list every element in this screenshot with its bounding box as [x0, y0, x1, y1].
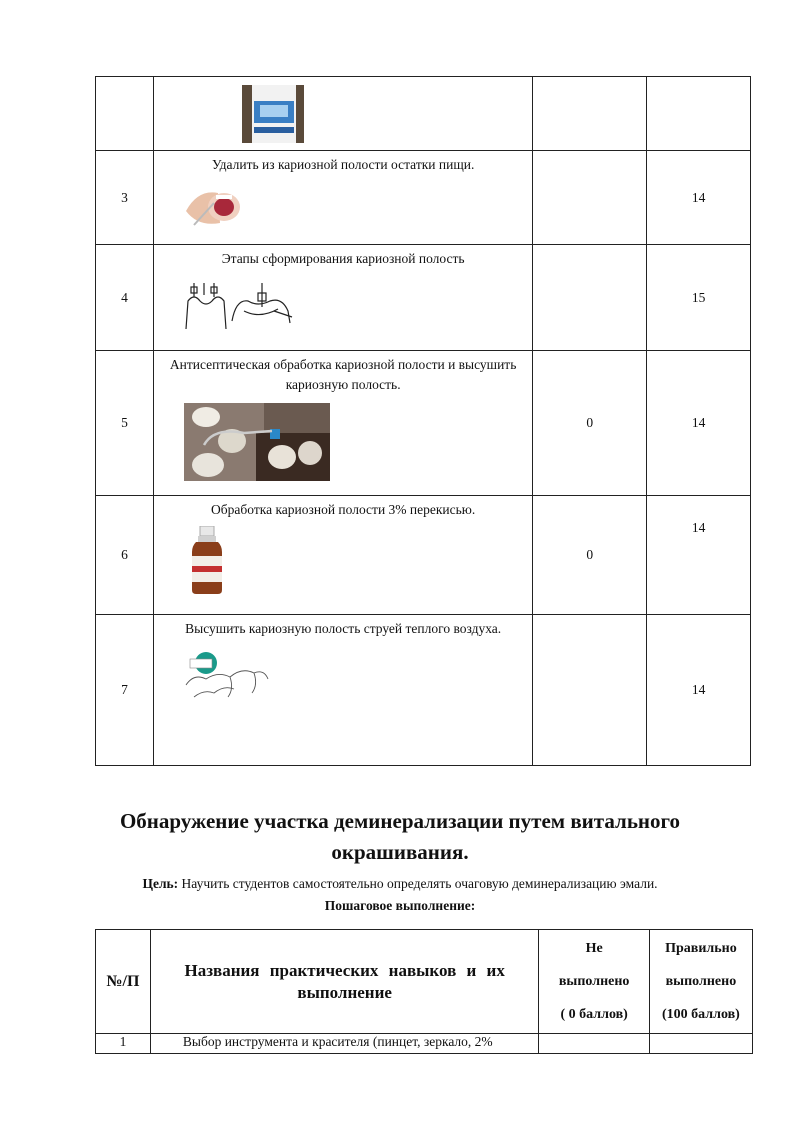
done-score: 14	[647, 496, 751, 615]
row-description-cell	[153, 351, 533, 496]
not-done-line-2: выполнено	[558, 974, 630, 989]
not-done-score: 0	[533, 496, 647, 615]
air-syringe-icon	[184, 649, 533, 705]
done-score: 14	[647, 615, 751, 766]
row-description-cell	[153, 496, 533, 615]
not-done-score	[533, 77, 647, 151]
table-row	[96, 615, 751, 766]
not-done-line-1: Не	[585, 941, 603, 956]
row-number: 1	[96, 1034, 151, 1054]
table-row	[96, 1034, 753, 1054]
column-header-not-done	[539, 930, 649, 1034]
table-row	[96, 77, 751, 151]
not-done-score	[539, 1034, 649, 1054]
done-score	[647, 77, 751, 151]
teeth-treatment-icon	[184, 403, 533, 481]
row-description: Удалить из кариозной полости остатки пищи.	[211, 157, 475, 172]
mouth-icon	[184, 181, 533, 229]
column-header-number: №/П	[96, 930, 151, 1034]
goal-label: Цель:	[142, 876, 179, 891]
done-line-2: выполнено	[665, 974, 737, 989]
done-score	[649, 1034, 752, 1054]
not-done-score	[533, 151, 647, 245]
not-done-score	[533, 615, 647, 766]
section-title: Обнаружение участка деминерализации путем витального окрашивания.	[119, 809, 681, 864]
goal-line	[40, 876, 760, 892]
jar-icon	[242, 85, 533, 143]
row-description: Высушить кариозную полость струей теплого воздуха.	[185, 621, 502, 636]
steps-label: Пошаговое выполнение:	[324, 898, 476, 913]
done-line-1: Правильно	[665, 941, 737, 956]
row-number: 6	[96, 496, 154, 615]
done-score: 14	[647, 351, 751, 496]
table-row	[96, 245, 751, 351]
done-line-3: (100 баллов)	[661, 1007, 740, 1022]
bottle-icon	[190, 526, 533, 594]
goal-text: Научить студентов самостоятельно определять очаговую деминерализацию эмали.	[178, 876, 658, 891]
row-description: Выбор инструмента и красителя (пинцет, зеркало, 2%	[150, 1034, 539, 1054]
row-description-cell	[153, 245, 533, 351]
done-score: 14	[647, 151, 751, 245]
row-description: Антисептическая обработка кариозной полости и высушить кариозную полость.	[169, 357, 517, 392]
row-description: Обработка кариозной полости 3% перекисью.	[211, 502, 476, 517]
not-done-line-3: ( 0 баллов)	[560, 1007, 628, 1022]
table-row	[96, 351, 751, 496]
row-description: Этапы сформирования кариозной полость	[221, 251, 465, 266]
column-header-done	[649, 930, 752, 1034]
table-header-row	[96, 930, 753, 1034]
row-description-cell	[153, 615, 533, 766]
not-done-score: 0	[533, 351, 647, 496]
done-score: 15	[647, 245, 751, 351]
row-number: 5	[96, 351, 154, 496]
skills-table-continued	[95, 76, 751, 766]
row-number	[96, 77, 154, 151]
row-number: 7	[96, 615, 154, 766]
row-number: 4	[96, 245, 154, 351]
row-description-cell	[153, 151, 533, 245]
row-number: 3	[96, 151, 154, 245]
not-done-score	[533, 245, 647, 351]
table-row	[96, 151, 751, 245]
row-description-cell	[153, 77, 533, 151]
column-header-title	[150, 930, 539, 1034]
skills-table	[95, 929, 753, 1054]
cavity-diagram-icon	[184, 281, 533, 331]
table-row	[96, 496, 751, 615]
column-header-title-text: Названия практических навыков и их выполнение	[184, 960, 505, 1002]
